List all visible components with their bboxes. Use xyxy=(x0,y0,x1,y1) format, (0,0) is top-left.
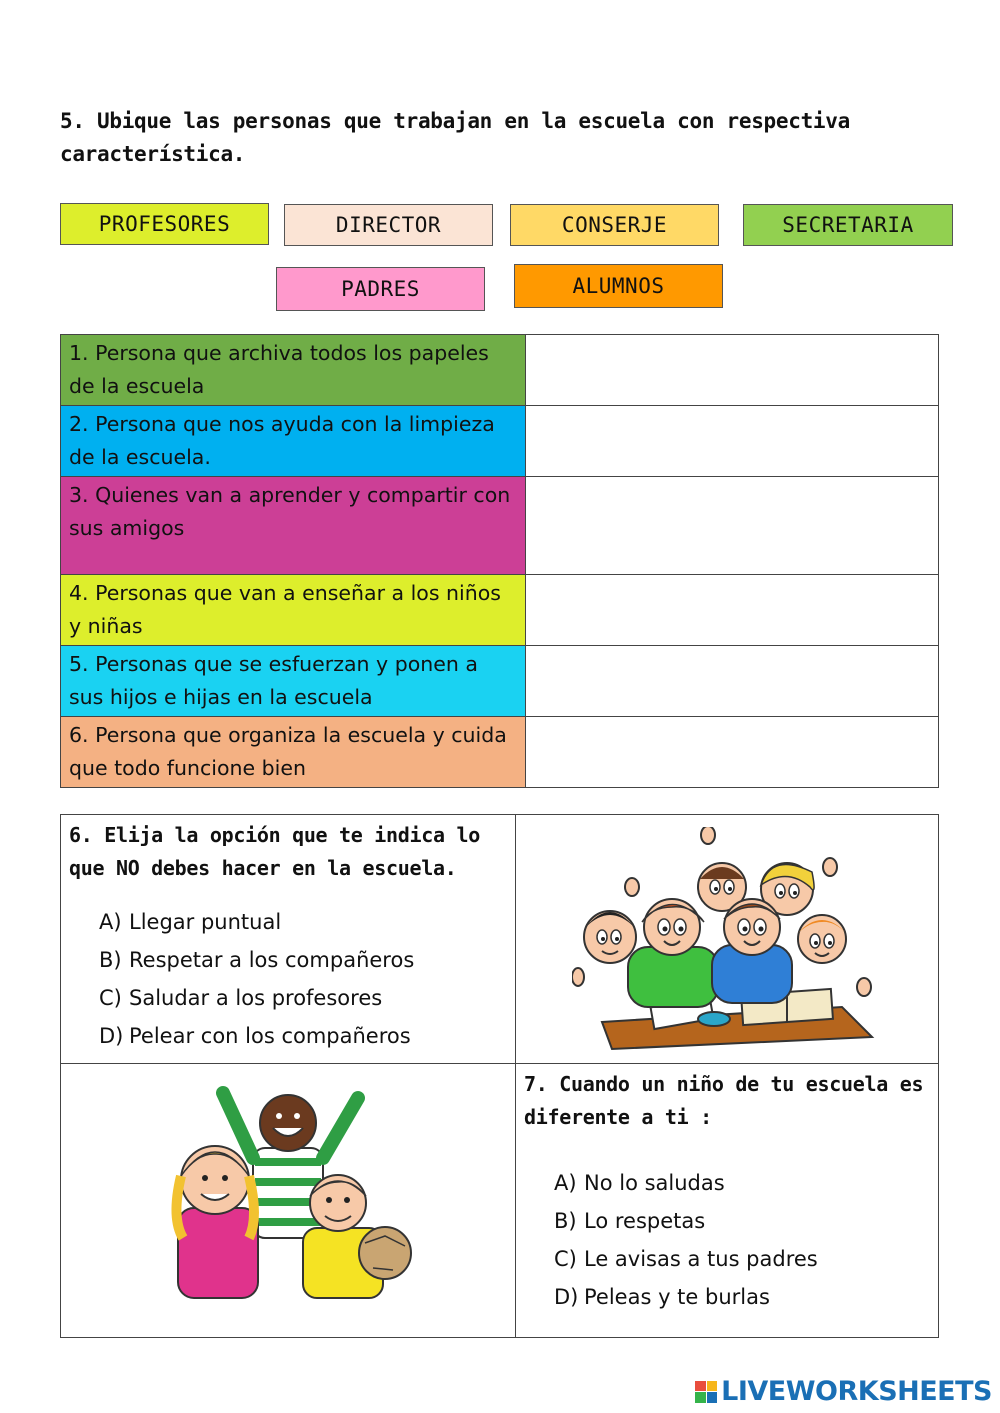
answer-drop-zone[interactable] xyxy=(526,335,939,406)
matching-table xyxy=(60,334,939,788)
questions-grid xyxy=(60,814,939,1338)
chip-alumnos[interactable]: ALUMNOS xyxy=(514,264,723,308)
option-a[interactable] xyxy=(99,903,507,941)
option-d[interactable] xyxy=(99,1017,507,1055)
answer-drop-zone[interactable] xyxy=(526,717,939,788)
table-row xyxy=(61,646,939,717)
answer-drop-zone[interactable] xyxy=(526,646,939,717)
option-b[interactable] xyxy=(99,941,507,979)
option-letter: A) xyxy=(99,910,122,934)
option-c[interactable] xyxy=(99,979,507,1017)
description-cell: 2. Persona que nos ayuda con la limpieza de la escuela. xyxy=(61,406,526,477)
question-6-title: 6. Elija la opción que te indica lo que NO debes hacer en la escuela. xyxy=(69,823,480,880)
chip-secretaria[interactable]: SECRETARIA xyxy=(743,204,953,246)
question-7-title: 7. Cuando un niño de tu escuela es diferente a ti : xyxy=(524,1072,924,1129)
description-cell: 4. Personas que van a enseñar a los niños y niñas xyxy=(61,575,526,646)
table-row xyxy=(61,406,939,477)
description-cell: 5. Personas que se esfuerzan y ponen a sus hijos e hijas en la escuela xyxy=(61,646,526,717)
option-text: Llegar puntual xyxy=(129,910,282,934)
description-cell: 6. Persona que organiza la escuela y cuida que todo funcione bien xyxy=(61,717,526,788)
option-letter: A) xyxy=(554,1171,577,1195)
table-row xyxy=(61,717,939,788)
option-letter: C) xyxy=(554,1247,577,1271)
option-text: Lo respetas xyxy=(584,1209,706,1233)
option-letter: D) xyxy=(99,1024,124,1048)
chip-profesores[interactable]: PROFESORES xyxy=(60,203,269,245)
option-text: Respetar a los compañeros xyxy=(129,948,415,972)
chip-director[interactable]: DIRECTOR xyxy=(284,204,493,246)
option-letter: B) xyxy=(99,948,122,972)
answer-drop-zone[interactable] xyxy=(526,406,939,477)
option-letter: D) xyxy=(554,1285,579,1309)
option-text: Peleas y te burlas xyxy=(584,1285,770,1309)
question-5-title: 5. Ubique las personas que trabajan en la escuela con respectiva característica. xyxy=(60,109,850,166)
answer-drop-zone[interactable] xyxy=(526,477,939,575)
kids-illustration-cell xyxy=(61,1064,516,1338)
liveworksheets-logo[interactable] xyxy=(695,1376,992,1407)
three-kids-illustration xyxy=(153,1078,423,1308)
option-letter: C) xyxy=(99,986,122,1010)
table-row xyxy=(61,477,939,575)
option-a[interactable] xyxy=(554,1164,930,1202)
brand-name: LIVEWORKSHEETS xyxy=(721,1376,992,1407)
option-c[interactable] xyxy=(554,1240,930,1278)
chip-conserje[interactable]: CONSERJE xyxy=(510,204,719,246)
description-cell: 1. Persona que archiva todos los papeles de la escuela xyxy=(61,335,526,406)
description-cell: 3. Quienes van a aprender y compartir con sus amigos xyxy=(61,477,526,575)
option-text: Saludar a los profesores xyxy=(129,986,383,1010)
answer-drop-zone[interactable] xyxy=(526,575,939,646)
question-7-cell xyxy=(516,1064,939,1338)
children-classroom-illustration xyxy=(572,827,882,1057)
classroom-illustration-cell xyxy=(516,815,939,1064)
logo-mark-icon xyxy=(695,1381,717,1403)
option-d[interactable] xyxy=(554,1278,930,1316)
option-letter: B) xyxy=(554,1209,577,1233)
option-b[interactable] xyxy=(554,1202,930,1240)
option-text: No lo saludas xyxy=(584,1171,725,1195)
option-text: Pelear con los compañeros xyxy=(129,1024,411,1048)
question-6-cell xyxy=(61,815,516,1064)
table-row xyxy=(61,335,939,406)
chip-padres[interactable]: PADRES xyxy=(276,267,485,311)
table-row xyxy=(61,575,939,646)
option-text: Le avisas a tus padres xyxy=(584,1247,818,1271)
